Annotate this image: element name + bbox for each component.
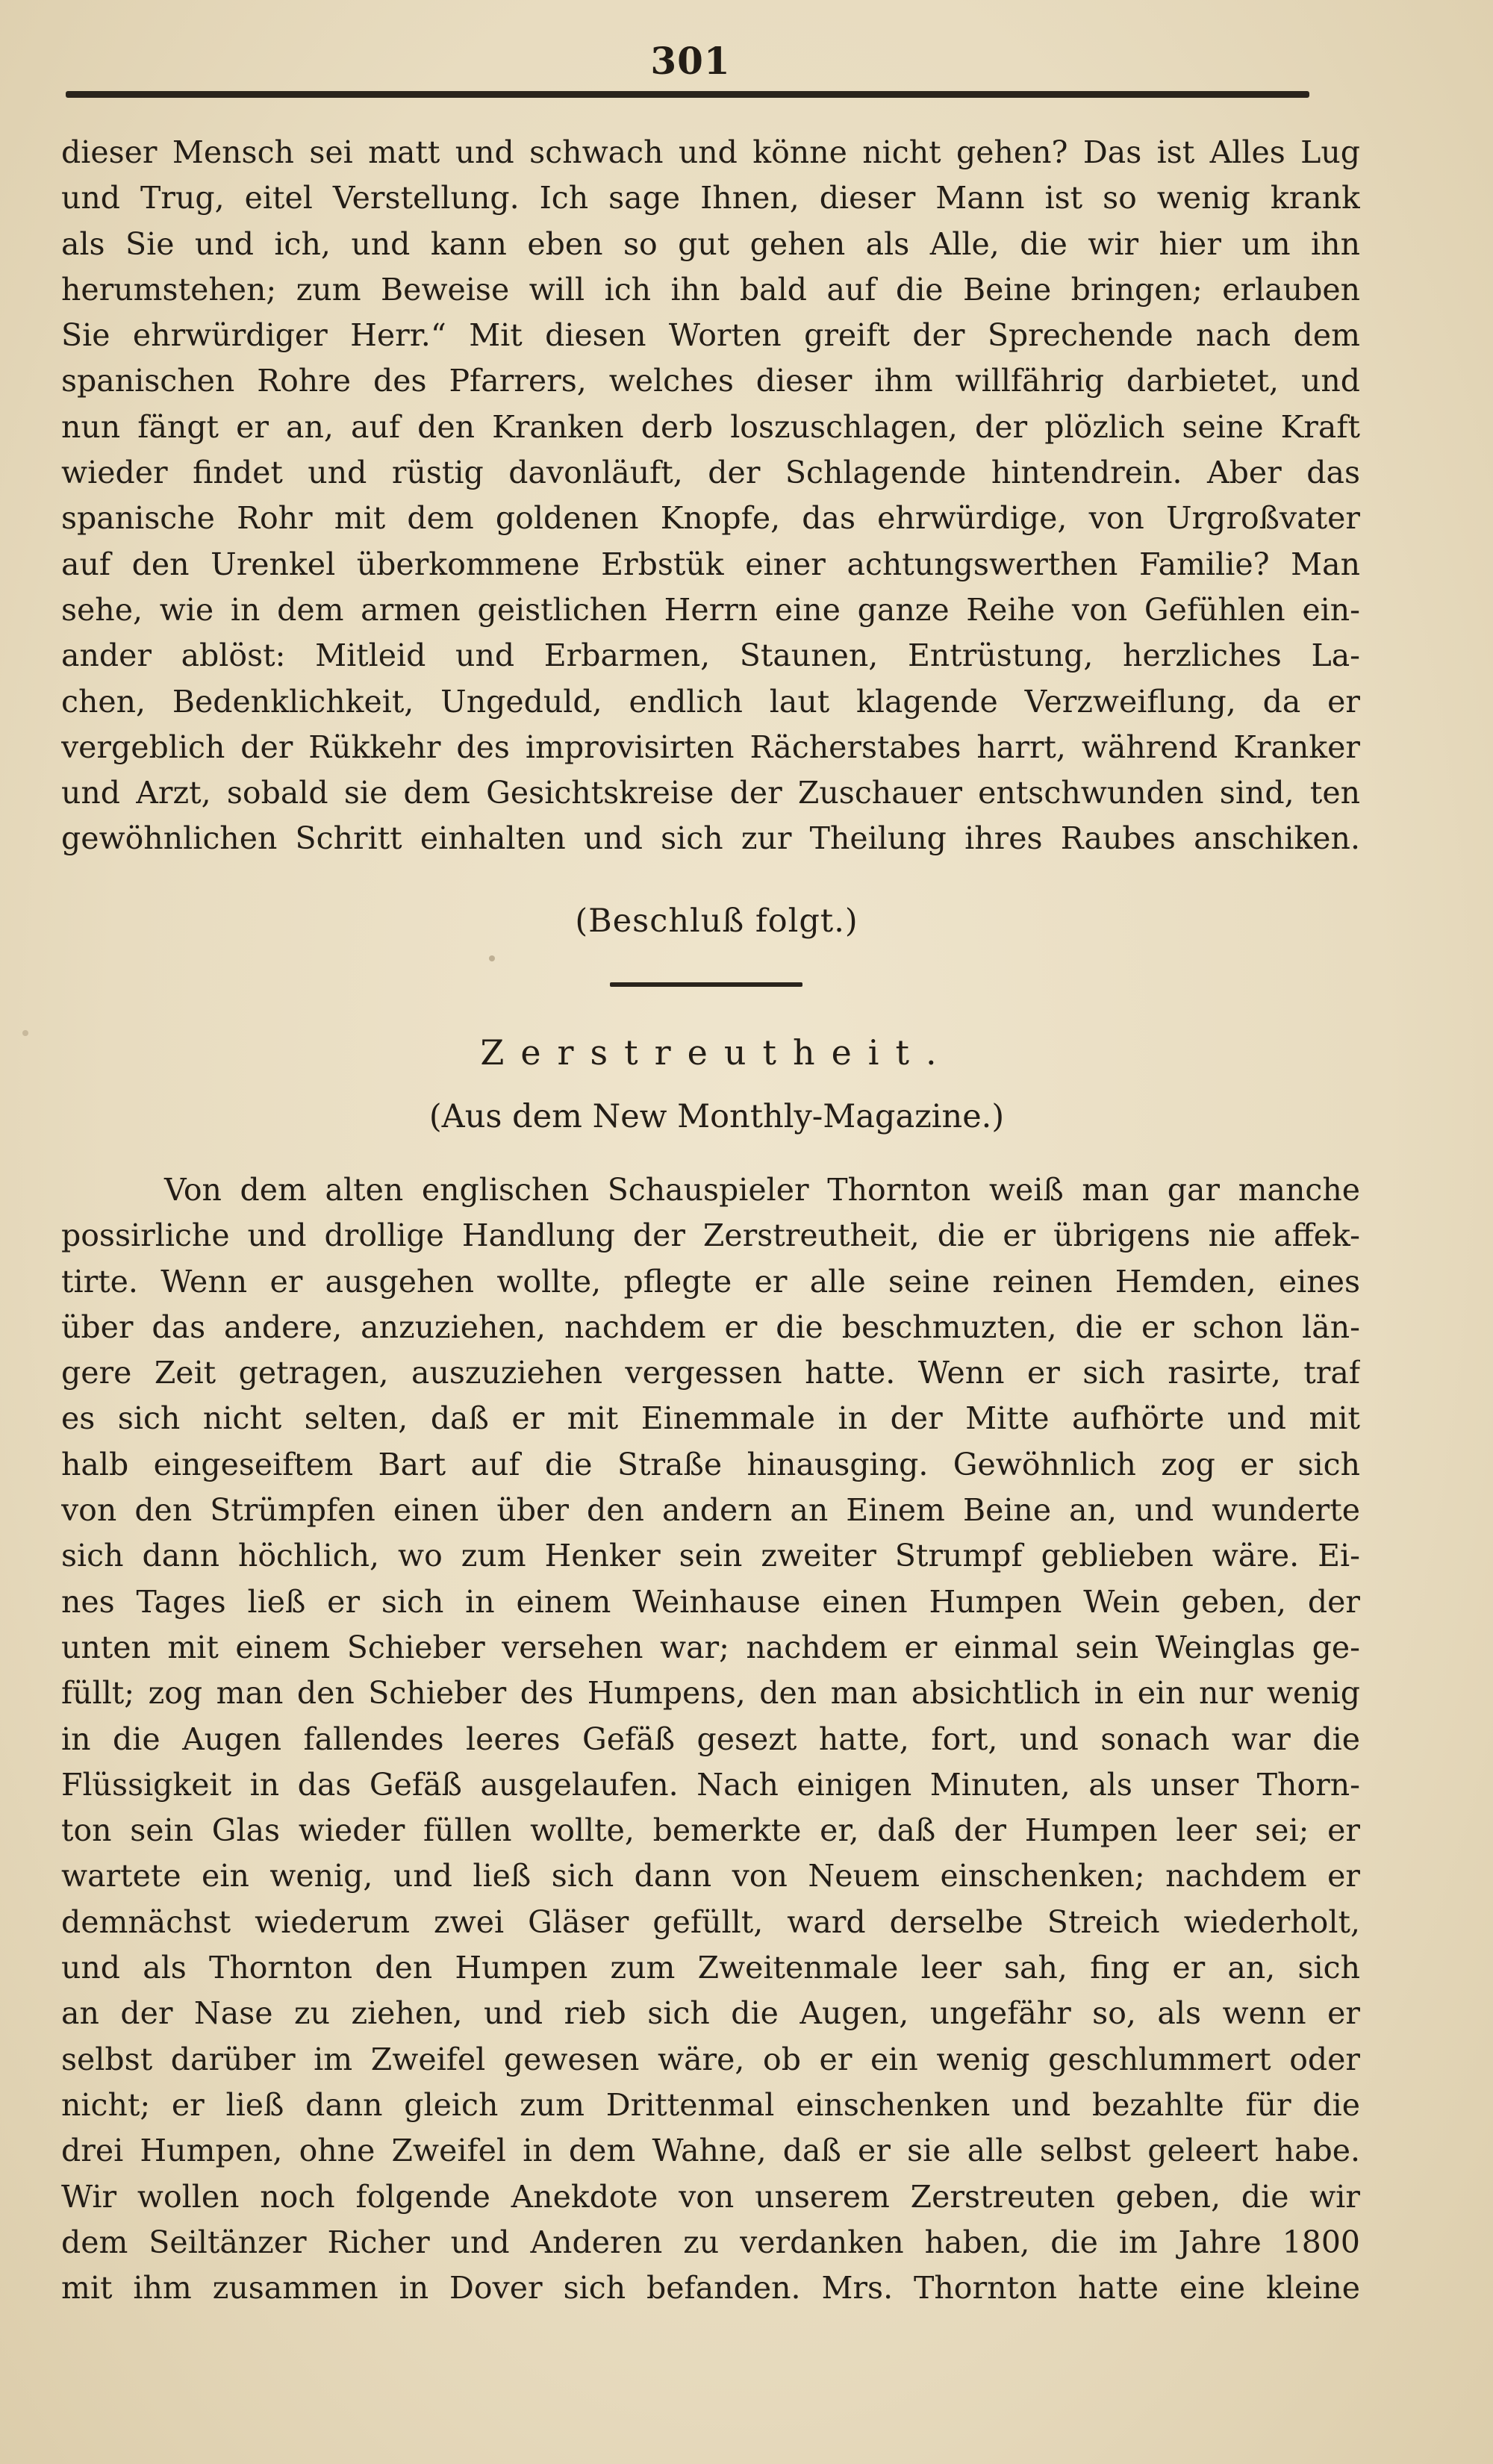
text-line: wieder findet und rüstig davonläuft, der Schlagende hintendrein. Aber das	[61, 455, 1360, 491]
text-line: nun fängt er an, auf den Kranken derb loszuschlagen, der plözlich seine Kraft	[61, 408, 1360, 445]
text-line: über das andere, anzuziehen, nachdem er die beschmuzten, die er schon län-	[61, 1309, 1360, 1345]
text-line: sehe, wie in dem armen geistlichen Herrn eine ganze Reihe von Gefühlen ein-	[61, 591, 1360, 628]
to-be-continued-note: (Beschluß folgt.)	[575, 902, 858, 940]
text-line: unten mit einem Schieber versehen war; nachdem er einmal sein Weinglas ge-	[61, 1629, 1360, 1665]
text-line: spanische Rohr mit dem goldenen Knopfe, das ehrwürdige, von Urgroßvater	[61, 500, 1360, 537]
text-line: Flüssigkeit in das Gefäß ausgelaufen. Nach einigen Minuten, als unser Thorn-	[61, 1766, 1360, 1803]
text-line: dieser Mensch sei matt und schwach und könne nicht gehen? Das ist Alles Lug	[61, 134, 1360, 170]
text-line: es sich nicht selten, daß er mit Einemmale in der Mitte aufhörte und mit	[61, 1400, 1360, 1437]
article-source: (Aus dem New Monthly-Magazine.)	[428, 1098, 1005, 1135]
text-line: nicht; er ließ dann gleich zum Drittenmal einschenken und bezahlte für die	[61, 2086, 1360, 2123]
text-line: in die Augen fallendes leeres Gefäß gesezt hatte, fort, und sonach war die	[61, 1721, 1360, 1757]
continued-text-block	[61, 130, 1360, 862]
text-line: tirte. Wenn er ausgehen wollte, pflegte er alle seine reinen Hemden, eines	[61, 1263, 1360, 1300]
text-line: chen, Bedenklichkeit, Ungeduld, endlich laut klagende Verzweiflung, da er	[61, 683, 1360, 720]
header-rule	[66, 91, 1309, 98]
text-line: Von dem alten englischen Schauspieler Thornton weiß man gar manche	[164, 1172, 1360, 1208]
text-line: spanischen Rohre des Pfarrers, welches dieser ihm willfährig darbietet, und	[61, 363, 1360, 399]
text-line: und Trug, eitel Verstellung. Ich sage Ihnen, dieser Mann ist so wenig krank	[61, 180, 1360, 216]
text-line: herumstehen; zum Beweise will ich ihn bald auf die Beine bringen; erlauben	[61, 271, 1360, 308]
section-divider	[610, 982, 802, 987]
text-line: ton sein Glas wieder füllen wollte, bemerkte er, daß der Humpen leer sei; er	[61, 1812, 1360, 1849]
text-line: füllt; zog man den Schieber des Humpens, den man absichtlich in ein nur wenig	[61, 1675, 1360, 1712]
text-line: halb eingeseiftem Bart auf die Straße hinausging. Gewöhnlich zog er sich	[61, 1446, 1360, 1482]
text-line: ander ablöst: Mitleid und Erbarmen, Staunen, Entrüstung, herzliches La-	[61, 637, 1360, 674]
text-line: drei Humpen, ohne Zweifel in dem Wahne, daß er sie alle selbst geleert habe.	[61, 2133, 1360, 2169]
text-line: vergeblich der Rükkehr des improvisirten Rächerstabes harrt, während Kranker	[61, 729, 1360, 765]
text-line: mit ihm zusammen in Dover sich befanden. Mrs. Thornton hatte eine kleine	[61, 2270, 1360, 2307]
text-line: dem Seiltänzer Richer und Anderen zu verdanken haben, die im Jahre 1800	[61, 2224, 1360, 2260]
text-line: selbst darüber im Zweifel gewesen wäre, ob er ein wenig geschlummert oder	[61, 2041, 1360, 2077]
text-line: von den Strümpfen einen über den andern an Einem Beine an, und wunderte	[61, 1492, 1360, 1529]
text-line: gere Zeit getragen, auszuziehen vergessen hatte. Wenn er sich rasirte, traf	[61, 1355, 1360, 1391]
text-line: auf den Urenkel überkommene Erbstük einer achtungswerthen Familie? Man	[61, 546, 1360, 582]
text-line: als Sie und ich, und kann eben so gut gehen als Alle, die wir hier um ihn	[61, 225, 1360, 262]
text-line: und Arzt, sobald sie dem Gesichtskreise der Zuschauer entschwunden sind, ten	[61, 775, 1360, 811]
text-line: demnächst wiederum zwei Gläser gefüllt, ward derselbe Streich wiederholt,	[61, 1903, 1360, 1940]
text-line: Wir wollen noch folgende Anekdote von unserem Zerstreuten geben, die wir	[61, 2178, 1360, 2215]
page-number: 301	[650, 39, 731, 83]
text-line: nes Tages ließ er sich in einem Weinhause einen Humpen Wein geben, der	[61, 1583, 1360, 1620]
text-line: gewöhnlichen Schritt einhalten und sich zur Theilung ihres Raubes anschiken.	[61, 820, 1360, 857]
text-line: wartete ein wenig, und ließ sich dann von Neuem einschenken; nachdem er	[61, 1858, 1360, 1894]
text-line: sich dann höchlich, wo zum Henker sein zweiter Strumpf geblieben wäre. Ei-	[61, 1538, 1360, 1574]
text-line: Sie ehrwürdiger Herr.“ Mit diesen Worten greift der Sprechende nach dem	[61, 317, 1360, 354]
text-line: und als Thornton den Humpen zum Zweitenmale leer sah, fing er an, sich	[61, 1950, 1360, 1986]
article-title: Zerstreutheit.	[480, 1032, 953, 1073]
text-line: possirliche und drollige Handlung der Zerstreutheit, die er übrigens nie affek-	[61, 1217, 1360, 1254]
paper-spot	[489, 955, 495, 961]
text-line: an der Nase zu ziehen, und rieb sich die Augen, ungefähr so, als wenn er	[61, 1995, 1360, 2032]
article-body	[61, 1167, 1360, 2311]
